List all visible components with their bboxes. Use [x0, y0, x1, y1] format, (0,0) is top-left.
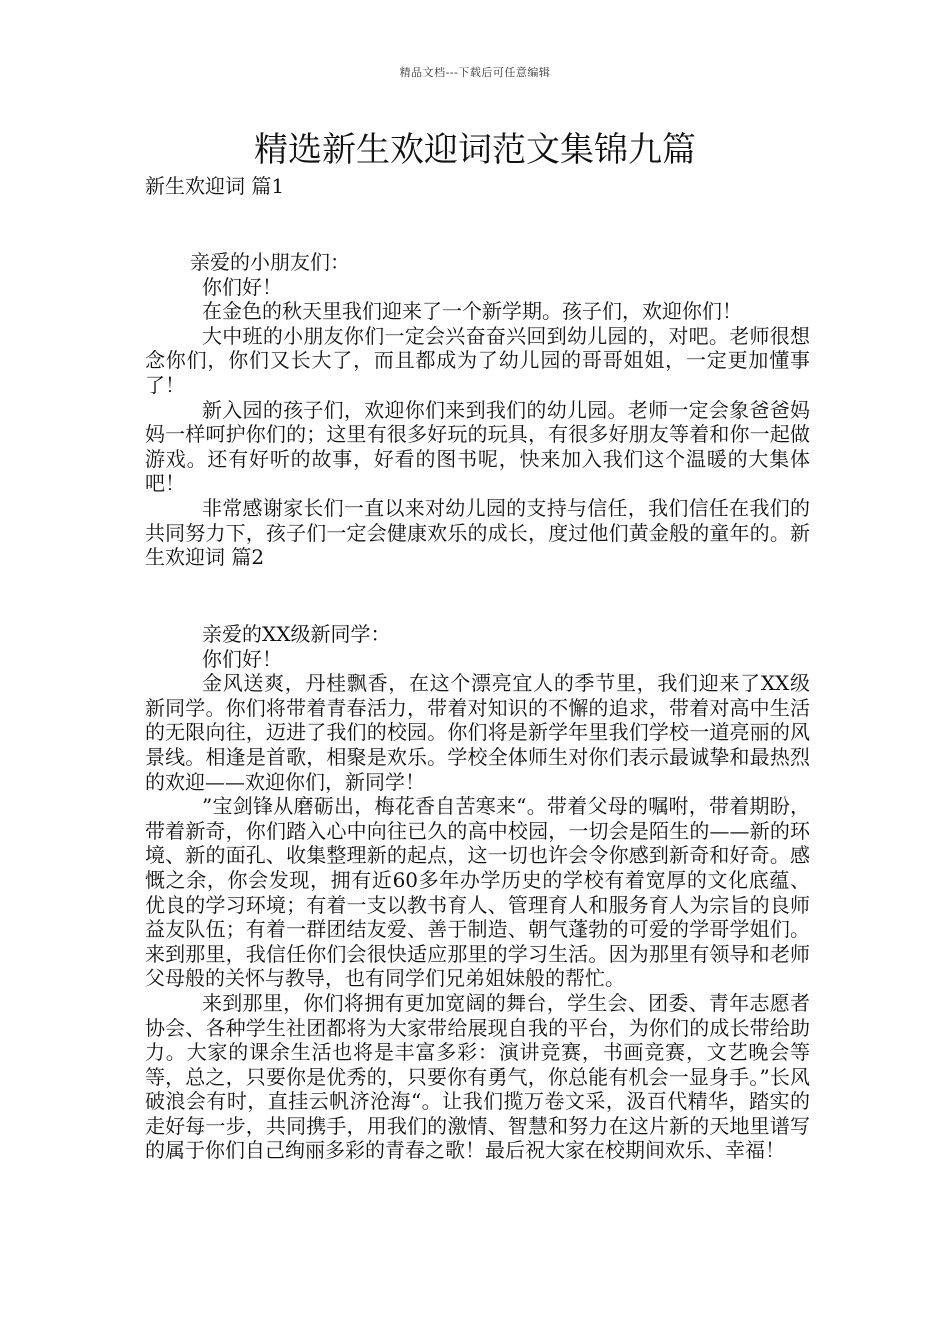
section-2-paragraph: 金风送爽，丹桂飘香，在这个漂亮宜人的季节里，我们迎来了XX级新同学。你们将带着青春活力，带着对知识的不懈的追求，带着对高中生活的无限向往，迈进了我们的校园。你们将是新学年里我们学校一道亮丽的风景线。相逢是首歌，相聚是欢乐。学校全体师生对你们表示最诚挚和最热烈的欢迎——欢迎你们，新同学！: [145, 671, 810, 794]
section-2-body: [145, 622, 810, 1163]
section-2-hello: 你们好！: [202, 646, 282, 671]
section-2-greeting: 亲爱的XX级新同学：: [202, 622, 391, 646]
section-2-paragraph: 来到那里，你们将拥有更加宽阔的舞台，学生会、团委、青年志愿者协会、各种学生社团都将为大家带给展现自我的平台，为你们的成长带给助力。大家的课余生活也将是丰富多彩：演讲竞赛，书画竞赛，文艺晚会等等，总之，只要你是优秀的，只要你有勇气，你总能有机会一显身手。”长风破浪会有时，直挂云帆济沧海“。让我们揽万卷文采，汲百代精华，踏实的走好每一步，共同携手，用我们的激情、智慧和努力在这片新的天地里谱写的属于你们自己绚丽多彩的青春之歌！最后祝大家在校期间欢乐、幸福！: [145, 990, 810, 1163]
section-1-body: [145, 250, 810, 570]
document-title: 精选新生欢迎词范文集锦九篇: [254, 130, 696, 170]
section-1-paragraph: 新入园的孩子们，欢迎你们来到我们的幼儿园。老师一定会象爸爸妈妈一样呵护你们的；这里有很多好玩的玩具，有很多好朋友等着和你一起做游戏。还有好听的故事，好看的图书呢，快来加入我们这个温暖的大集体吧！: [145, 397, 810, 496]
section-2-paragraph: ”宝剑锋从磨砺出，梅花香自苦寒来“。带着父母的嘱咐，带着期盼，带着新奇，你们踏入心中向往已久的高中校园，一切会是陌生的——新的环境、新的面孔、收集整理新的起点，这一切也许会令你感到新奇和好奇。感慨之余，你会发现，拥有近60多年办学历史的学校有着宽厚的文化底蕴、优良的学习环境；有着一支以教书育人、管理育人和服务育人为宗旨的良师益友队伍；有着一群团结友爱、善于制造、朝气蓬勃的可爱的学哥学姐们。来到那里，我信任你们会很快适应那里的学习生活。因为那里有领导和老师父母般的关怀与教导，也有同学们兄弟姐妹般的帮忙。: [145, 794, 810, 991]
section-1-paragraph: 大中班的小朋友你们一定会兴奋奋兴回到幼儿园的，对吧。老师很想念你们，你们又长大了，而且都成为了幼儿园的哥哥姐姐，一定更加懂事了！: [145, 323, 810, 397]
section-1-greeting: 亲爱的小朋友们：: [190, 250, 350, 274]
section-1-heading: 新生欢迎词 篇1: [145, 174, 285, 198]
section-1-hello: 你们好！: [202, 274, 282, 299]
section-1-paragraph: 非常感谢家长们一直以来对幼儿园的支持与信任，我们信任在我们的共同努力下，孩子们一定会健康欢乐的成长，度过他们黄金般的童年的。新生欢迎词 篇2: [145, 495, 810, 570]
header-note: 精品文档---下载后可任意编辑: [399, 66, 551, 79]
section-1-paragraph: 在金色的秋天里我们迎来了一个新学期。孩子们，欢迎你们！: [202, 299, 742, 324]
